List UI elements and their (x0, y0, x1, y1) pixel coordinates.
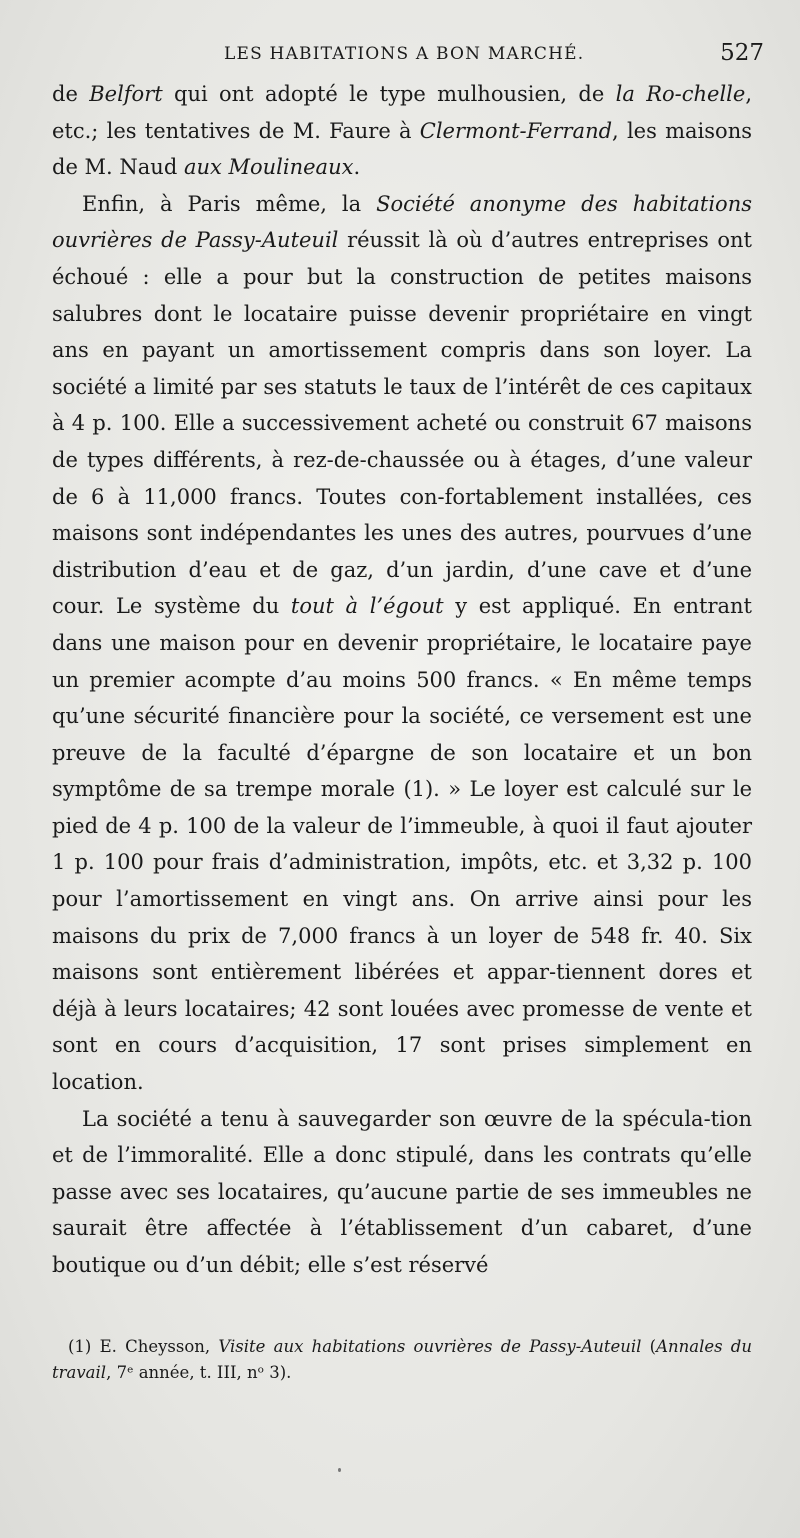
text-run: Enfin, à Paris même, la (82, 191, 377, 216)
paragraph (52, 1101, 752, 1284)
text-run: , les maisons de M. Naud (52, 118, 752, 180)
italic-text: Annales du travail (52, 1337, 752, 1382)
italic-text: Clermont-Ferrand (419, 118, 613, 143)
text-run: y est appliqué. En entrant dans une maison pour en devenir propriétaire, le locataire paye un premier acompte d’au moins 500 francs. « En même temps qu’une sécurité financière pour la société, ce versement est une preuve de la faculté d’épargne de son locataire et un bon symptôme de sa trempe morale (1). » Le loyer est calculé sur le pied de 4 p. 100 de la valeur de l’immeuble, à quoi il faut ajouter 1 p. 100 pour frais d’administration, impôts, etc. et 3,32 p. 100 pour l’amortissement en vingt ans. On arrive ainsi pour les maisons du prix de 7,000 francs à un loyer de 548 fr. 40. Six maisons sont entièrement libérées et appar-tiennent dores et déjà à leurs locataires; 42 sont louées avec promesse de vente et sont en cours d’acquisition, 17 sont prises simplement en location. (52, 594, 752, 1095)
italic-text: Belfort (89, 82, 163, 106)
italic-text: Visite aux habitations ouvrières de Passy-Auteuil (218, 1337, 642, 1356)
italic-text: aux Moulineaux (183, 155, 354, 180)
text-run: (1) E. Cheysson, (68, 1337, 219, 1356)
paragraph (52, 76, 752, 186)
running-head (52, 40, 764, 74)
italic-text: la Ro-chelle (615, 82, 746, 106)
text-run: . (353, 155, 361, 180)
text-run: La société a tenu à sauvegarder son œuvre de la spécula-tion et de l’immoralité. Elle a donc stipulé, dans les contrats qu’elle passe avec ses locataires, qu’aucune partie de ses immeubles ne saurait être affectée à l’établissement d’un cabaret, d’une boutique ou d’un débit; elle s’est réservé (52, 1106, 752, 1277)
body-text (52, 76, 752, 1284)
italic-text: Société anonyme des habitations ouvrières de Passy-Auteuil (52, 191, 753, 253)
paragraph (52, 186, 752, 1101)
running-title: LES HABITATIONS A BON MARCHÉ. (224, 44, 585, 64)
text-run: qui ont adopté le type mulhousien, de (162, 82, 616, 106)
print-speck (338, 1468, 341, 1472)
text-run: , etc.; les tentatives de M. Faure à (52, 82, 753, 143)
text-run: , 7ᵉ année, t. III, nᵒ 3). (106, 1363, 292, 1382)
text-run: réussit là où d’autres entreprises ont échoué : elle a pour but la construction de petites maisons salubres dont le locataire puisse devenir propriétaire en vingt ans en payant un amortissement compris dans son loyer. La société a limité par ses statuts le taux de l’intérêt de ces capitaux à 4 p. 100. Elle a successivement acheté ou construit 67 maisons de types différents, à rez-de-chaussée ou à étages, d’une valeur de 6 à 11,000 francs. Toutes con-fortablement installées, ces maisons sont indépendantes les unes des autres, pourvues d’une distribution d’eau et de gaz, d’un jardin, d’une cave et d’une cour. Le système du (52, 228, 752, 619)
page-number: 527 (720, 40, 764, 66)
italic-text: tout à l’égout (290, 594, 444, 619)
text-run: de (52, 82, 90, 106)
text-run: ( (641, 1337, 657, 1356)
footnote-text (52, 1334, 752, 1386)
footnote (52, 1334, 752, 1386)
